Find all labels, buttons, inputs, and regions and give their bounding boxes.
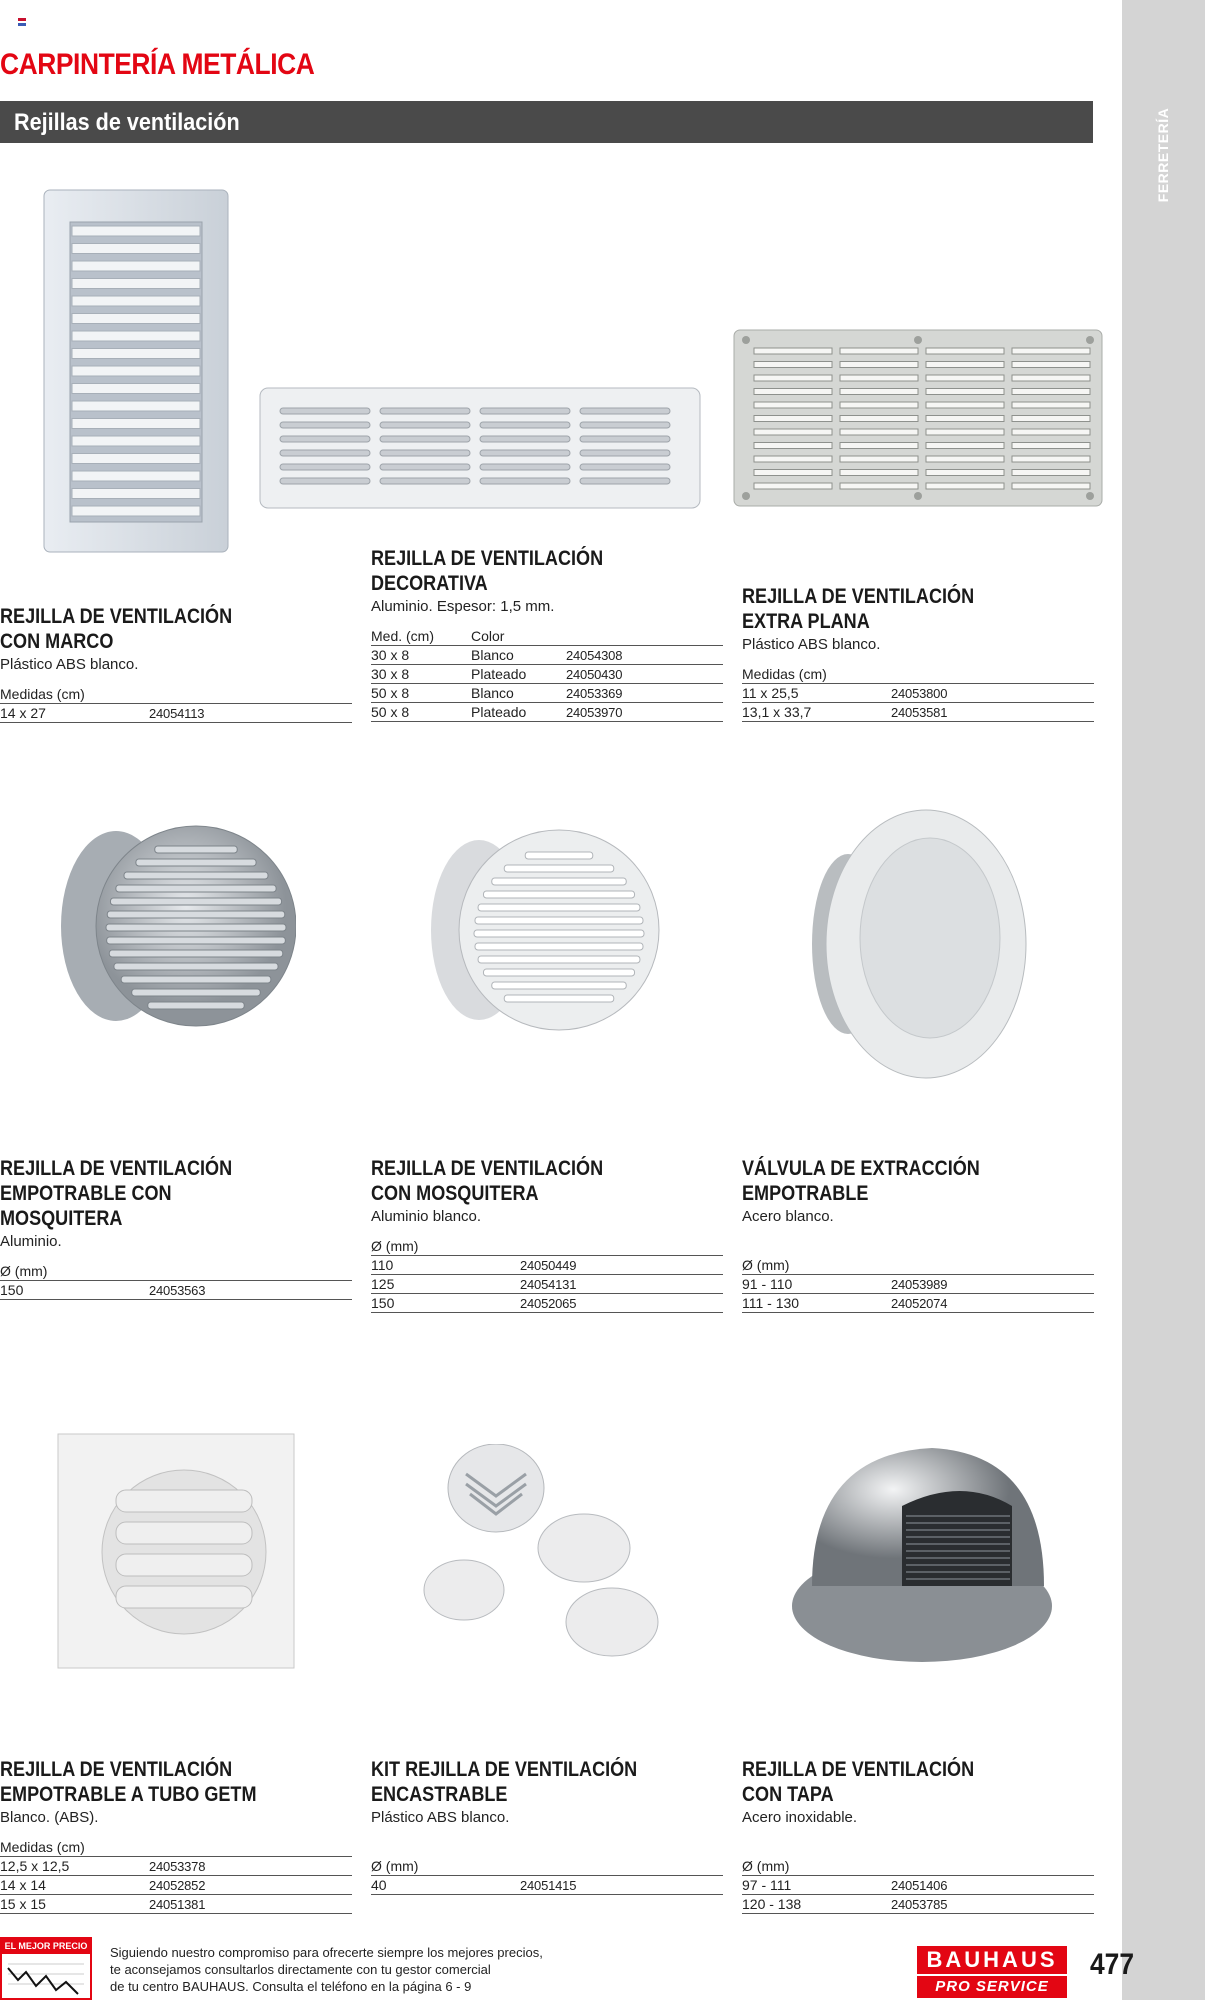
product-description: Blanco. (ABS). (0, 1809, 99, 1826)
page-number: 477 (1090, 1948, 1135, 1981)
product-title: REJILLA DE VENTILACIÓN CON MARCO (0, 605, 233, 653)
product-card-9 (742, 1757, 1094, 1914)
flag-icon (18, 18, 26, 26)
table-row: 111 - 130 24052074 (742, 1294, 1094, 1313)
product-image-rejilla-con-tapa (782, 1436, 1062, 1676)
table-row: 12,5 x 12,5 24053378 (0, 1857, 352, 1876)
table-row: 30 x 8 Blanco 24054308 (371, 646, 723, 665)
product-card-8 (371, 1757, 723, 1895)
spec-table (742, 1857, 1094, 1914)
product-card-2 (371, 546, 723, 722)
table-row: 15 x 15 24051381 (0, 1895, 352, 1914)
table-row: 91 - 110 24053989 (742, 1275, 1094, 1294)
subheader-title: Rejillas de ventilación (14, 109, 240, 136)
product-title: REJILLA DE VENTILACIÓN CON MOSQUITERA (371, 1157, 604, 1205)
best-price-badge: EL MEJOR PRECIO (0, 1937, 92, 2000)
product-description: Aluminio blanco. (371, 1208, 482, 1225)
spec-table (0, 685, 352, 723)
table-row: 14 x 27 24054113 (0, 704, 352, 723)
spec-table (0, 1838, 352, 1914)
section-title: CARPINTERÍA METÁLICA (0, 48, 315, 81)
product-card-1 (0, 604, 352, 723)
spec-table (371, 1237, 723, 1313)
table-row: 50 x 8 Plateado 24053970 (371, 703, 723, 722)
spec-header: Med. (cm) Color (371, 627, 723, 646)
spec-header: Medidas (cm) (0, 1838, 352, 1857)
table-row: 40 24051415 (371, 1876, 723, 1895)
bauhaus-logo: BAUHAUS PRO SERVICE (917, 1946, 1067, 1998)
spec-table (371, 627, 723, 722)
table-row: 11 x 25,5 24053800 (742, 684, 1094, 703)
product-title: KIT REJILLA DE VENTILACIÓN ENCASTRABLE (371, 1758, 638, 1806)
price-chart-icon (2, 1954, 90, 1998)
product-image-rejilla-decorativa (258, 386, 702, 510)
spec-header: Ø (mm) (742, 1857, 1094, 1876)
side-label: FERRETERÍA (1155, 107, 1171, 203)
spec-table (371, 1857, 723, 1895)
product-description: Aluminio. (0, 1233, 62, 1250)
product-card-5 (371, 1156, 723, 1313)
spec-header: Ø (mm) (371, 1237, 723, 1256)
product-image-rejilla-empotrable-mosquitera (56, 806, 296, 1046)
product-title: REJILLA DE VENTILACIÓN EMPOTRABLE A TUBO GETM (0, 1758, 257, 1806)
product-card-7 (0, 1757, 352, 1914)
product-title: REJILLA DE VENTILACIÓN EMPOTRABLE CON MOSQUITERA (0, 1157, 233, 1230)
product-description: Plástico ABS blanco. (371, 1809, 510, 1826)
table-row: 14 x 14 24052852 (0, 1876, 352, 1895)
product-description: Plástico ABS blanco. (742, 636, 881, 653)
spec-table (742, 665, 1094, 722)
product-description: Acero blanco. (742, 1208, 834, 1225)
table-row: 125 24054131 (371, 1275, 723, 1294)
spec-header: Ø (mm) (371, 1857, 723, 1876)
product-image-rejilla-extra-plana (732, 328, 1104, 508)
spec-table (0, 1262, 352, 1300)
footer-note: Siguiendo nuestro compromiso para ofrecerte siempre los mejores precios, te aconsejamos consultarlos directamente con tu gestor comercial de tu centro BAUHAUS. Consulta el teléfono en la página 6 - 9 (110, 1945, 543, 1994)
spec-header: Medidas (cm) (0, 685, 352, 704)
subheader-bar (0, 101, 1093, 143)
table-row: 97 - 111 24051406 (742, 1876, 1094, 1895)
product-image-rejilla-con-mosquitera (424, 812, 664, 1048)
product-title: REJILLA DE VENTILACIÓN EXTRA PLANA (742, 585, 975, 633)
product-title: REJILLA DE VENTILACIÓN DECORATIVA (371, 547, 604, 595)
product-title: REJILLA DE VENTILACIÓN CON TAPA (742, 1758, 975, 1806)
product-description: Plástico ABS blanco. (0, 656, 139, 673)
spec-header: Ø (mm) (742, 1256, 1094, 1275)
product-image-kit-encastrable (420, 1444, 674, 1674)
product-card-3 (742, 584, 1094, 722)
table-row: 50 x 8 Blanco 24053369 (371, 684, 723, 703)
product-card-4 (0, 1156, 352, 1300)
product-card-6 (742, 1156, 1094, 1313)
spec-header: Medidas (cm) (742, 665, 1094, 684)
table-row: 150 24052065 (371, 1294, 723, 1313)
product-image-valvula-extraccion (808, 806, 1030, 1082)
table-row: 150 24053563 (0, 1281, 352, 1300)
table-row: 13,1 x 33,7 24053581 (742, 703, 1094, 722)
spec-header: Ø (mm) (0, 1262, 352, 1281)
product-description: Acero inoxidable. (742, 1809, 858, 1826)
table-row: 120 - 138 24053785 (742, 1895, 1094, 1914)
product-title: VÁLVULA DE EXTRACCIÓN EMPOTRABLE (742, 1157, 980, 1205)
product-image-rejilla-tubo-getm (56, 1432, 296, 1670)
product-description: Aluminio. Espesor: 1,5 mm. (371, 598, 555, 615)
product-image-rejilla-con-marco (40, 186, 232, 556)
table-row: 110 24050449 (371, 1256, 723, 1275)
side-band (1122, 0, 1205, 2000)
table-row: 30 x 8 Plateado 24050430 (371, 665, 723, 684)
spec-table (742, 1256, 1094, 1313)
